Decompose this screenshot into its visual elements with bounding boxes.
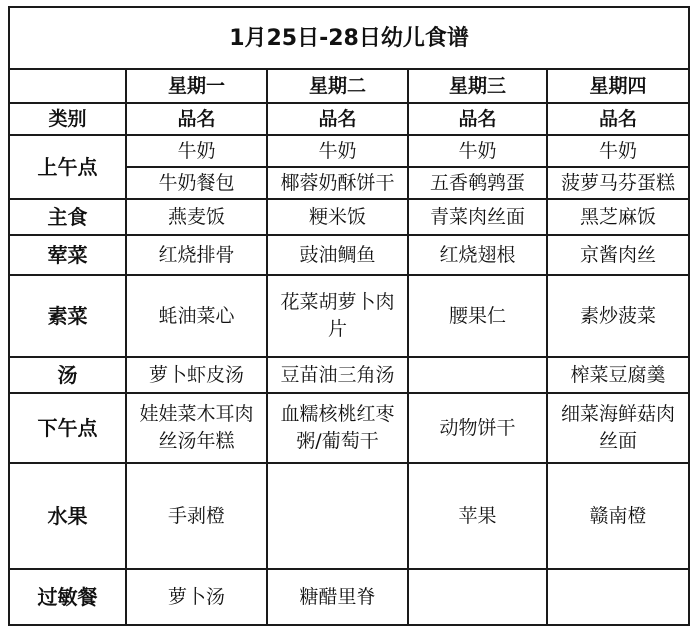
menu-cell: 京酱肉丝: [547, 235, 689, 275]
menu-cell: 菠萝马芬蛋糕: [547, 167, 689, 199]
item-header: 品名: [267, 103, 408, 135]
empty-corner-cell: [9, 69, 126, 103]
menu-cell: 细菜海鲜菇肉丝面: [547, 393, 689, 463]
menu-cell: 红烧排骨: [126, 235, 267, 275]
staple-row: [9, 199, 689, 235]
menu-cell: 糖醋里脊: [267, 569, 408, 625]
menu-cell: 青菜肉丝面: [408, 199, 547, 235]
category-fruit: 水果: [9, 463, 126, 569]
menu-cell: 椰蓉奶酥饼干: [267, 167, 408, 199]
menu-cell: 黑芝麻饭: [547, 199, 689, 235]
menu-cell: 五香鹌鹑蛋: [408, 167, 547, 199]
item-header: 品名: [408, 103, 547, 135]
day-monday: 星期一: [126, 69, 267, 103]
category-soup: 汤: [9, 357, 126, 393]
afternoon-snack-row: [9, 393, 689, 463]
menu-cell: [408, 569, 547, 625]
menu-cell: 花菜胡萝卜肉片: [267, 275, 408, 357]
day-tuesday: 星期二: [267, 69, 408, 103]
menu-cell: 豉油鲷鱼: [267, 235, 408, 275]
fruit-row: [9, 463, 689, 569]
menu-cell: 血糯核桃红枣粥/葡萄干: [267, 393, 408, 463]
menu-cell: 牛奶: [267, 135, 408, 167]
menu-cell: [267, 463, 408, 569]
menu-table-frame: [8, 6, 688, 626]
morning-snack-row-1: [9, 135, 689, 167]
menu-cell: 萝卜虾皮汤: [126, 357, 267, 393]
menu-cell: 蚝油菜心: [126, 275, 267, 357]
category-meat-dish: 荤菜: [9, 235, 126, 275]
column-header-row: [9, 103, 689, 135]
menu-cell: [408, 357, 547, 393]
menu-cell: 牛奶: [126, 135, 267, 167]
menu-cell: 燕麦饭: [126, 199, 267, 235]
item-header: 品名: [547, 103, 689, 135]
meat-dish-row: [9, 235, 689, 275]
item-header: 品名: [126, 103, 267, 135]
menu-cell: 素炒菠菜: [547, 275, 689, 357]
menu-cell: 豆苗油三角汤: [267, 357, 408, 393]
menu-cell: 苹果: [408, 463, 547, 569]
menu-cell: [547, 569, 689, 625]
menu-cell: 粳米饭: [267, 199, 408, 235]
menu-cell: 娃娃菜木耳肉丝汤年糕: [126, 393, 267, 463]
veg-dish-row: [9, 275, 689, 357]
category-afternoon-snack: 下午点: [9, 393, 126, 463]
day-thursday: 星期四: [547, 69, 689, 103]
menu-cell: 赣南橙: [547, 463, 689, 569]
allergy-meal-row: [9, 569, 689, 625]
category-header: 类别: [9, 103, 126, 135]
menu-cell: 萝卜汤: [126, 569, 267, 625]
menu-cell: 手剥橙: [126, 463, 267, 569]
day-header-row: [9, 69, 689, 103]
menu-table: [8, 6, 690, 626]
soup-row: [9, 357, 689, 393]
menu-cell: 牛奶: [408, 135, 547, 167]
day-wednesday: 星期三: [408, 69, 547, 103]
menu-title: 1月25日-28日幼儿食谱: [9, 7, 689, 69]
menu-cell: 榨菜豆腐羹: [547, 357, 689, 393]
menu-cell: 牛奶餐包: [126, 167, 267, 199]
category-allergy-meal: 过敏餐: [9, 569, 126, 625]
category-staple: 主食: [9, 199, 126, 235]
menu-cell: 动物饼干: [408, 393, 547, 463]
menu-cell: 腰果仁: [408, 275, 547, 357]
category-morning-snack: 上午点: [9, 135, 126, 199]
menu-cell: 牛奶: [547, 135, 689, 167]
menu-cell: 红烧翅根: [408, 235, 547, 275]
category-veg-dish: 素菜: [9, 275, 126, 357]
